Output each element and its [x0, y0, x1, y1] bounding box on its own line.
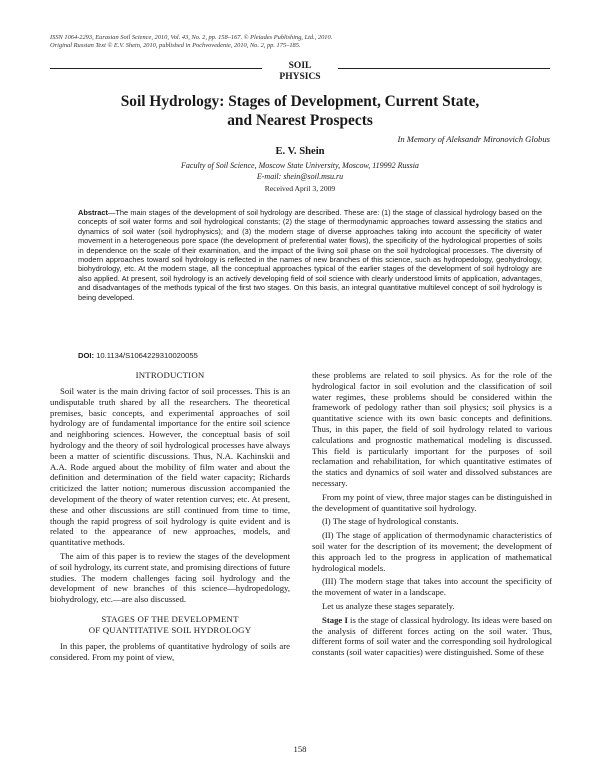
heading-introduction: INTRODUCTION: [135, 370, 205, 380]
affiliation: [0, 160, 600, 182]
citation-line-1: ISSN 1064-2293, Eurasian Soil Science, 2010, Vol. 43, No. 2, pp. 158–167. © Pleiades Publishing, Ltd., 2010.: [50, 34, 333, 41]
page-number: 158: [293, 744, 307, 754]
section-rule-left: [50, 68, 262, 69]
author-email: E-mail: shein@soil.msu.ru: [256, 172, 344, 181]
abstract-label: Abstract: [78, 208, 108, 217]
right-paragraph-analyze: Let us analyze these stages separately.: [322, 600, 455, 611]
heading-stages-line-2: OF QUANTITATIVE SOIL HYDROLOGY: [88, 624, 252, 635]
title-line-2: and Nearest Prospects: [227, 112, 373, 129]
section-label: [0, 61, 600, 83]
received-date: Received April 3, 2009: [264, 184, 336, 193]
affiliation-line: Faculty of Soil Science, Moscow State University, Moscow, 119992 Russia: [181, 161, 419, 170]
right-column: [312, 370, 552, 661]
doi: [78, 351, 198, 360]
intro-paragraph-1: Soil water is the main driving factor of soil processes. This is an undisputable truth shared by all the researchers. The theoretical premises, basic concepts, and experimental approaches of soil hydrology are of fundamental importance for the entire soil science and neighboring sciences. However, the conceptual basis of soil hydrology and the theory of soil hydrological processes have always been a matter of scientific discussions. Thus, N.A. Kachinskii and A.A. Rode argued about the mobility of film water and about the definition and determination of the field water capacity; Richards criticized the latter notion; numerous discussion accompanied the development of the theory of water retention curves; etc. At present, these and other discussions are still continued from time to time, though the rapid progress of soil hydrology is quite evident and is related to the appearance of new approaches, models, and quantitative methods.: [50, 386, 290, 548]
title-line-1: Soil Hydrology: Stages of Development, Current State,: [120, 93, 480, 110]
citation-line-2: Original Russian Text © E.V. Shein, 2010, published in Pochvovedenie, 2010, No. 2, pp. 175–185.: [50, 42, 301, 49]
section-label-line-2: PHYSICS: [279, 72, 321, 82]
stage-list-item-3: (III) The modern stage that takes into account the specificity of the movement of water in a landscape.: [312, 576, 552, 598]
stage-list-item-1: (I) The stage of hydrological constants.: [322, 516, 459, 527]
stage-one-lead: Stage I: [322, 614, 348, 625]
heading-stages: [50, 614, 290, 636]
doi-value: 10.1134/S1064229310020055: [96, 351, 198, 360]
right-paragraph-2: From my point of view, three major stages can be distinguished in the development of quantitative soil hydrology.: [312, 491, 552, 513]
stage-list-item-2: (II) The stage of application of thermodynamic characteristics of soil water for the description of its movement; the development of this approach led to the progress in application of mathematical hydrological models.: [312, 530, 552, 573]
doi-label: DOI:: [78, 351, 95, 360]
section-rule-right: [338, 68, 550, 69]
article-title: [60, 92, 540, 130]
stage-one-paragraph: [312, 615, 552, 658]
stages-paragraph-1: In this paper, the problems of quantitative hydrology of soils are considered. From my point of view,: [50, 640, 290, 662]
right-paragraph-1: these problems are related to soil physics. As for the role of the hydrological factor in soil evolution and the classification of soil water regimes, these problems should be considered within the framework of pedology rather than soil physics; soil physics is a quantitative science with its own basic concepts and definitions. Thus, in this paper, the field of soil hydrology related to various calculations and prognostic mathematical modeling is discussed. This field is particularly important for the purposes of soil reclamation and rehabilitation, for which quantitative estimates of the statics and dynamics of soil water and dissolved substances are necessary.: [312, 370, 552, 488]
author-name: E. V. Shein: [275, 146, 325, 157]
stage-one-text: is the stage of classical hydrology. Its ideas were based on the analysis of different forces acting on the soil water. Thus, different forms of soil water and the corresponding soil hydrological constants (soil water capacities) were distinguished. Some of these: [312, 614, 553, 658]
intro-paragraph-2: The aim of this paper is to review the stages of the development of soil hydrology, its current state, and promising directions of future studies. The modern challenges facing soil hydrology and the development of new branches of this science—hydropedology, biohydrology, etc.—are also discussed.: [50, 550, 290, 605]
section-label-line-1: SOIL: [288, 61, 312, 71]
abstract-text: —The main stages of the development of soil hydrology are described. These are: (1) the stage of classical hydrology based on the concepts of soil water forms and soil hydrological constants; (2) the stage of thermodynamic approaches toward assessing the statics and dynamics of soil water (soil hydrophysics); and (3) the modern stage of diverse approaches taking into account the specificity of water movement in a heterogeneous pore space (the development of preferential water flows), the specificity of the hydrological properties of soils in dependence on the scale of their examination, and the impact of the living soil phase on the soil hydrological processes. The diversity of modern approaches toward soil hydrology is reflected in the names of new branches of this science, such as hydropedology, geohydrology, biohydrology, etc. At the modern stage, all the conceptual approaches typical of the earlier stages of the development of soil hydrology are also applied. At present, soil hydrology is an actively developing field of soil science with clearly understood limits of application, advantages, and disadvantages of the methods typical of the first two stages. On this basis, an integral quantitative multilevel concept of soil hydrology is being developed.: [78, 208, 542, 302]
citation-header: [50, 34, 550, 50]
heading-stages-line-1: STAGES OF THE DEVELOPMENT: [101, 613, 239, 624]
dedication: In Memory of Aleksandr Mironovich Globus: [397, 134, 550, 144]
left-column: [50, 370, 290, 666]
abstract: [78, 208, 542, 302]
